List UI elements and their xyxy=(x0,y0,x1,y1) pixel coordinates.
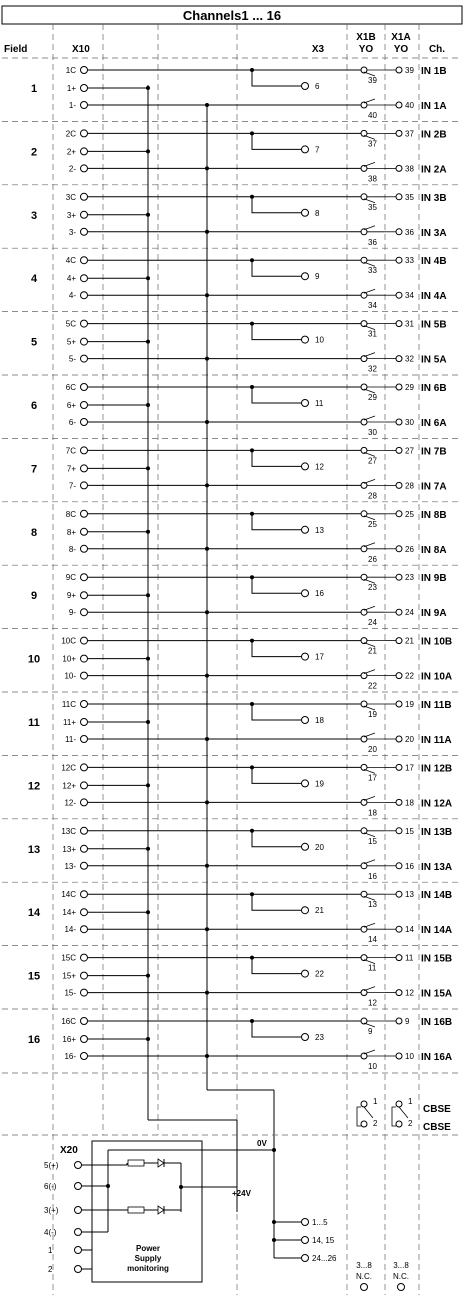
x10-label-minus: 8- xyxy=(68,544,76,554)
x10-label-plus: 1+ xyxy=(66,84,76,93)
x1b-pin-bottom: 28 xyxy=(368,491,377,501)
x1b-pin-bottom: 38 xyxy=(368,174,377,184)
terminal xyxy=(81,845,88,852)
terminal xyxy=(81,655,88,662)
channel-a-label: IN 13A xyxy=(421,861,453,873)
x10-label-minus: 10- xyxy=(64,671,76,681)
x3-terminal-number: 23 xyxy=(315,1033,324,1042)
x1a-pin-bottom: 36 xyxy=(405,227,414,237)
terminal xyxy=(81,637,88,644)
channel-a-label: IN 6A xyxy=(421,418,447,429)
channel-a-label: IN 16A xyxy=(421,1052,453,1063)
x1a-pin-bottom: 14 xyxy=(405,925,414,935)
header-x3: X3 xyxy=(311,44,325,55)
field-number: 12 xyxy=(27,780,41,793)
x10-label-c: 6C xyxy=(65,383,76,392)
terminal xyxy=(81,275,88,282)
x1a-pin-bottom: 10 xyxy=(405,1052,414,1061)
x1a-pin-bottom: 22 xyxy=(405,671,414,681)
x3-terminal-number: 20 xyxy=(315,842,324,852)
terminal xyxy=(81,355,88,362)
terminal xyxy=(81,102,88,109)
channel-b-label: IN 14B xyxy=(421,890,453,902)
x1a-pin-top: 23 xyxy=(405,573,414,583)
terminal xyxy=(81,402,88,409)
x1a-pin-top: 27 xyxy=(405,446,414,456)
x1b-pin-bottom: 16 xyxy=(368,871,377,881)
cbse-x1a-pin2: 2 xyxy=(408,1119,413,1128)
bottom-range-x1a: 3...8 xyxy=(393,1261,409,1270)
terminal xyxy=(81,891,88,898)
terminal xyxy=(81,736,88,743)
x10-label-c: 11C xyxy=(61,700,76,709)
terminal xyxy=(302,907,309,914)
terminal xyxy=(302,526,309,533)
x1b-pin-bottom: 10 xyxy=(368,1062,377,1071)
terminal xyxy=(302,83,309,90)
x1b-pin-top: 31 xyxy=(368,329,377,339)
bottom-nc-x1a: N.C. xyxy=(393,1272,409,1281)
x1b-pin-top: 35 xyxy=(368,202,377,212)
terminal xyxy=(81,148,88,155)
x20-pin-label: 6(-) xyxy=(44,1182,57,1191)
x10-label-plus: 15+ xyxy=(62,971,76,981)
x10-label-c: 15C xyxy=(61,953,76,963)
bottom-nc-x1b: N.C. xyxy=(356,1272,372,1281)
x10-label-minus: 16- xyxy=(64,1052,76,1061)
channel-b-label: IN 4B xyxy=(421,256,447,268)
x10-label-plus: 3+ xyxy=(66,210,76,220)
x1a-pin-bottom: 40 xyxy=(405,101,414,110)
x1a-pin-bottom: 38 xyxy=(405,164,414,174)
x3-terminal-number: 7 xyxy=(315,145,320,155)
terminal xyxy=(81,165,88,172)
x3-terminal-number: 16 xyxy=(315,589,324,599)
field-number: 9 xyxy=(30,590,38,603)
x10-label-minus: 15- xyxy=(64,988,76,998)
terminal xyxy=(81,292,88,299)
x1a-pin-top: 37 xyxy=(405,129,414,139)
channel-b-label: IN 13B xyxy=(421,826,453,838)
x10-label-plus: 16+ xyxy=(62,1035,76,1044)
x10-label-plus: 2+ xyxy=(66,147,76,157)
x3-extra-label: 1...5 xyxy=(312,1218,328,1227)
x10-label-minus: 14- xyxy=(64,925,76,935)
x1b-pin-top: 37 xyxy=(368,139,377,149)
x1a-pin-bottom: 20 xyxy=(405,735,414,744)
cbse-x1b-pin2: 2 xyxy=(373,1119,378,1128)
x1b-pin-top: 15 xyxy=(368,836,377,846)
x1b-pin-bottom: 24 xyxy=(368,618,377,628)
x1b-pin-bottom: 36 xyxy=(368,237,377,247)
x1b-pin-top: 33 xyxy=(368,266,377,276)
x1b-pin-top: 27 xyxy=(368,456,377,466)
x10-label-minus: 5- xyxy=(68,354,76,364)
terminal xyxy=(302,273,309,280)
channel-b-label: IN 16B xyxy=(421,1017,453,1028)
x3-terminal-number: 10 xyxy=(315,335,324,345)
x10-label-minus: 2- xyxy=(68,164,76,174)
terminal xyxy=(302,653,309,660)
x1a-pin-bottom: 24 xyxy=(405,608,414,618)
field-number: 2 xyxy=(30,146,38,159)
header-field: Field xyxy=(4,44,28,55)
terminal xyxy=(81,1036,88,1043)
cbse-x1b-pin1: 1 xyxy=(373,1097,378,1106)
x20-0v: 0V xyxy=(257,1139,267,1148)
x10-label-c: 3C xyxy=(65,192,76,202)
x1b-pin-top: 21 xyxy=(368,646,377,656)
x1b-pin-top: 19 xyxy=(368,710,377,719)
terminal xyxy=(302,590,309,597)
terminal xyxy=(81,211,88,218)
x10-label-minus: 9- xyxy=(68,608,76,618)
x1b-pin-bottom: 34 xyxy=(368,301,377,311)
x1b-pin-top: 17 xyxy=(368,773,377,783)
x10-label-minus: 13- xyxy=(64,861,76,871)
x10-label-minus: 1- xyxy=(68,101,76,110)
x10-label-plus: 5+ xyxy=(66,337,76,347)
x3-extra-label: 24...26 xyxy=(312,1254,337,1263)
terminal xyxy=(81,592,88,599)
x1a-pin-bottom: 26 xyxy=(405,544,414,554)
field-number: 16 xyxy=(27,1034,41,1046)
x10-label-minus: 6- xyxy=(68,418,76,427)
x10-label-c: 12C xyxy=(61,763,76,773)
terminal xyxy=(81,419,88,426)
x10-label-plus: 7+ xyxy=(66,464,76,474)
x20-box-label: Supply xyxy=(134,1254,162,1263)
header-x1b-top: X1B xyxy=(356,32,376,43)
x20-pin-label: 2 xyxy=(48,1265,53,1274)
header-ch: Ch. xyxy=(428,44,446,55)
field-number: 5 xyxy=(30,336,38,349)
cbse-label-2: CBSE xyxy=(423,1122,451,1133)
terminal xyxy=(81,257,88,264)
terminal xyxy=(81,609,88,616)
x1a-pin-bottom: 12 xyxy=(405,988,414,998)
x1a-pin-top: 39 xyxy=(405,66,414,75)
channel-a-label: IN 4A xyxy=(421,291,447,303)
x10-label-c: 16C xyxy=(61,1017,76,1026)
header-x10: X10 xyxy=(72,44,90,55)
field-number: 7 xyxy=(30,463,38,476)
terminal xyxy=(302,843,309,850)
x1b-pin-bottom: 12 xyxy=(368,998,377,1008)
channel-b-label: IN 11B xyxy=(421,700,452,711)
x20-box-label: monitoring xyxy=(127,1264,169,1273)
terminal xyxy=(302,146,309,153)
terminal xyxy=(81,482,88,489)
channel-a-label: IN 2A xyxy=(421,164,447,176)
terminal xyxy=(81,67,88,74)
x1b-pin-bottom: 20 xyxy=(368,745,377,754)
terminal xyxy=(81,909,88,916)
x10-label-plus: 6+ xyxy=(66,401,76,410)
channel-b-label: IN 3B xyxy=(421,192,447,204)
channel-b-label: IN 5B xyxy=(421,319,447,331)
x10-label-c: 7C xyxy=(65,446,76,456)
x1a-pin-bottom: 16 xyxy=(405,861,414,871)
x1b-pin-top: 9 xyxy=(368,1027,373,1036)
x1a-pin-top: 19 xyxy=(405,700,414,709)
x10-label-plus: 14+ xyxy=(62,908,76,918)
channel-b-label: IN 12B xyxy=(421,763,453,775)
channel-a-label: IN 8A xyxy=(421,544,447,556)
x1a-pin-bottom: 34 xyxy=(405,291,414,301)
x10-label-plus: 13+ xyxy=(62,844,76,854)
x3-terminal-number: 17 xyxy=(315,652,324,662)
x3-extra-label: 14, 15 xyxy=(312,1236,335,1245)
header-x1b-bottom: YO xyxy=(358,44,374,55)
x1b-pin-top: 39 xyxy=(368,76,377,85)
channel-b-label: IN 8B xyxy=(421,509,447,521)
channel-b-label: IN 6B xyxy=(421,383,447,394)
channel-a-label: IN 9A xyxy=(421,608,447,620)
x10-label-c: 8C xyxy=(65,509,76,519)
terminal xyxy=(81,782,88,789)
channel-a-label: IN 14A xyxy=(421,925,453,937)
channel-a-label: IN 15A xyxy=(421,988,453,1000)
channel-a-label: IN 11A xyxy=(421,735,452,746)
x1a-pin-top: 21 xyxy=(405,636,414,646)
x3-terminal-number: 6 xyxy=(315,82,320,91)
terminal xyxy=(81,719,88,726)
x10-label-c: 10C xyxy=(61,636,76,646)
terminal xyxy=(81,954,88,961)
field-number: 15 xyxy=(27,970,41,983)
field-number: 1 xyxy=(30,83,38,95)
terminal xyxy=(81,384,88,391)
x1a-pin-top: 25 xyxy=(405,509,414,519)
terminal xyxy=(81,672,88,679)
x3-terminal-number: 19 xyxy=(315,779,324,789)
header-x1a-bottom: YO xyxy=(393,44,409,55)
field-number: 10 xyxy=(27,653,41,666)
x1b-pin-bottom: 32 xyxy=(368,364,377,374)
terminal xyxy=(302,400,309,407)
x1b-pin-bottom: 40 xyxy=(368,111,377,120)
x20-24v: +24V xyxy=(232,1189,251,1198)
x1a-pin-top: 15 xyxy=(405,826,414,836)
x10-label-c: 14C xyxy=(61,890,76,900)
x1a-pin-top: 29 xyxy=(405,383,414,392)
x20-pin-label: 1 xyxy=(48,1246,53,1255)
terminal xyxy=(81,1018,88,1025)
terminal xyxy=(302,1034,309,1041)
header-x1a-top: X1A xyxy=(391,32,411,43)
cbse-x1a-pin1: 1 xyxy=(408,1097,413,1106)
terminal xyxy=(302,209,309,216)
x10-label-plus: 10+ xyxy=(62,654,76,664)
terminal xyxy=(81,338,88,345)
terminal xyxy=(302,463,309,470)
cbse-label-1: CBSE xyxy=(423,1104,451,1115)
terminal xyxy=(81,1053,88,1060)
terminal xyxy=(81,447,88,454)
terminal xyxy=(81,228,88,235)
channel-a-label: IN 12A xyxy=(421,798,453,810)
x10-label-minus: 11- xyxy=(65,735,76,744)
terminal xyxy=(81,528,88,535)
x10-label-minus: 7- xyxy=(68,481,76,491)
field-number: 3 xyxy=(30,209,38,222)
terminal xyxy=(302,717,309,724)
x3-terminal-number: 11 xyxy=(315,399,324,408)
channel-a-label: IN 1A xyxy=(421,101,447,112)
field-number: 13 xyxy=(27,843,41,856)
terminal xyxy=(81,701,88,708)
x10-label-plus: 11+ xyxy=(63,718,76,727)
channel-b-label: IN 2B xyxy=(421,129,447,141)
terminal xyxy=(302,970,309,977)
x20-pin-label: 4(-) xyxy=(44,1228,57,1237)
channel-b-label: IN 9B xyxy=(421,573,447,585)
x10-label-plus: 4+ xyxy=(66,274,76,284)
x10-label-plus: 12+ xyxy=(62,781,76,791)
x1b-pin-top: 23 xyxy=(368,583,377,593)
channel-b-label: IN 1B xyxy=(421,66,447,77)
x1b-pin-bottom: 18 xyxy=(368,808,377,818)
x1b-pin-bottom: 22 xyxy=(368,681,377,691)
channel-b-label: IN 7B xyxy=(421,446,447,458)
x10-label-minus: 3- xyxy=(68,227,76,237)
x1b-pin-bottom: 26 xyxy=(368,554,377,564)
terminal xyxy=(81,574,88,581)
x1a-pin-bottom: 32 xyxy=(405,354,414,364)
x1a-pin-top: 31 xyxy=(405,319,414,329)
field-number: 6 xyxy=(30,400,38,412)
terminal xyxy=(81,926,88,933)
x1a-pin-top: 35 xyxy=(405,192,414,202)
channel-b-label: IN 15B xyxy=(421,953,453,965)
x1a-pin-bottom: 30 xyxy=(405,418,414,427)
channel-a-label: IN 5A xyxy=(421,354,447,366)
channel-a-label: IN 3A xyxy=(421,227,447,239)
x1b-pin-bottom: 30 xyxy=(368,428,377,437)
x10-label-c: 2C xyxy=(65,129,76,139)
terminal xyxy=(81,465,88,472)
terminal xyxy=(81,510,88,517)
field-number: 8 xyxy=(30,526,38,539)
x1a-pin-top: 13 xyxy=(405,890,414,900)
x1b-pin-top: 25 xyxy=(368,519,377,529)
x1a-pin-top: 17 xyxy=(405,763,414,773)
x1a-pin-bottom: 28 xyxy=(405,481,414,491)
terminal xyxy=(81,193,88,200)
x20-box-label: Power xyxy=(135,1244,161,1253)
x1b-pin-bottom: 14 xyxy=(368,935,377,945)
x10-label-c: 5C xyxy=(65,319,76,329)
channel-a-label: IN 10A xyxy=(421,671,453,683)
x10-label-plus: 8+ xyxy=(66,527,76,537)
x3-terminal-number: 8 xyxy=(315,208,320,218)
x1a-pin-bottom: 18 xyxy=(405,798,414,808)
field-number: 11 xyxy=(28,717,40,729)
x1a-pin-top: 9 xyxy=(405,1017,410,1026)
x1b-pin-top: 29 xyxy=(368,393,377,402)
x1b-pin-top: 13 xyxy=(368,900,377,910)
terminal xyxy=(81,764,88,771)
terminal xyxy=(81,827,88,834)
x1b-pin-top: 11 xyxy=(368,963,377,973)
x10-label-c: 13C xyxy=(61,826,76,836)
terminal xyxy=(81,799,88,806)
diagram-title: Channels1 ... 16 xyxy=(182,8,282,23)
channel-a-label: IN 7A xyxy=(421,481,447,493)
x20-pin-label: 3(+) xyxy=(44,1206,59,1215)
x3-terminal-number: 22 xyxy=(315,969,324,979)
terminal xyxy=(81,85,88,92)
terminal xyxy=(81,972,88,979)
x3-terminal-number: 9 xyxy=(315,272,320,282)
channel-b-label: IN 10B xyxy=(421,636,453,648)
terminal xyxy=(81,989,88,996)
x3-terminal-number: 21 xyxy=(315,906,324,916)
field-number: 14 xyxy=(27,907,41,920)
x10-label-c: 1C xyxy=(65,66,76,75)
x3-terminal-number: 13 xyxy=(315,525,324,535)
x10-label-plus: 9+ xyxy=(66,591,76,601)
terminal xyxy=(81,545,88,552)
x1a-pin-top: 33 xyxy=(405,256,414,266)
x1a-pin-top: 11 xyxy=(405,953,414,963)
terminal xyxy=(302,336,309,343)
terminal xyxy=(81,130,88,137)
terminal xyxy=(81,320,88,327)
x3-terminal-number: 12 xyxy=(315,462,324,472)
x10-label-minus: 12- xyxy=(64,798,76,808)
x3-terminal-number: 18 xyxy=(315,716,324,725)
bottom-range-x1b: 3...8 xyxy=(356,1261,372,1270)
terminal xyxy=(81,862,88,869)
x20-pin-label: 5(+) xyxy=(44,1161,59,1170)
terminal xyxy=(302,780,309,787)
x10-label-c: 9C xyxy=(65,573,76,583)
x10-label-minus: 4- xyxy=(68,291,76,301)
x10-label-c: 4C xyxy=(65,256,76,266)
field-number: 4 xyxy=(30,273,38,286)
x20-title: X20 xyxy=(60,1145,78,1156)
